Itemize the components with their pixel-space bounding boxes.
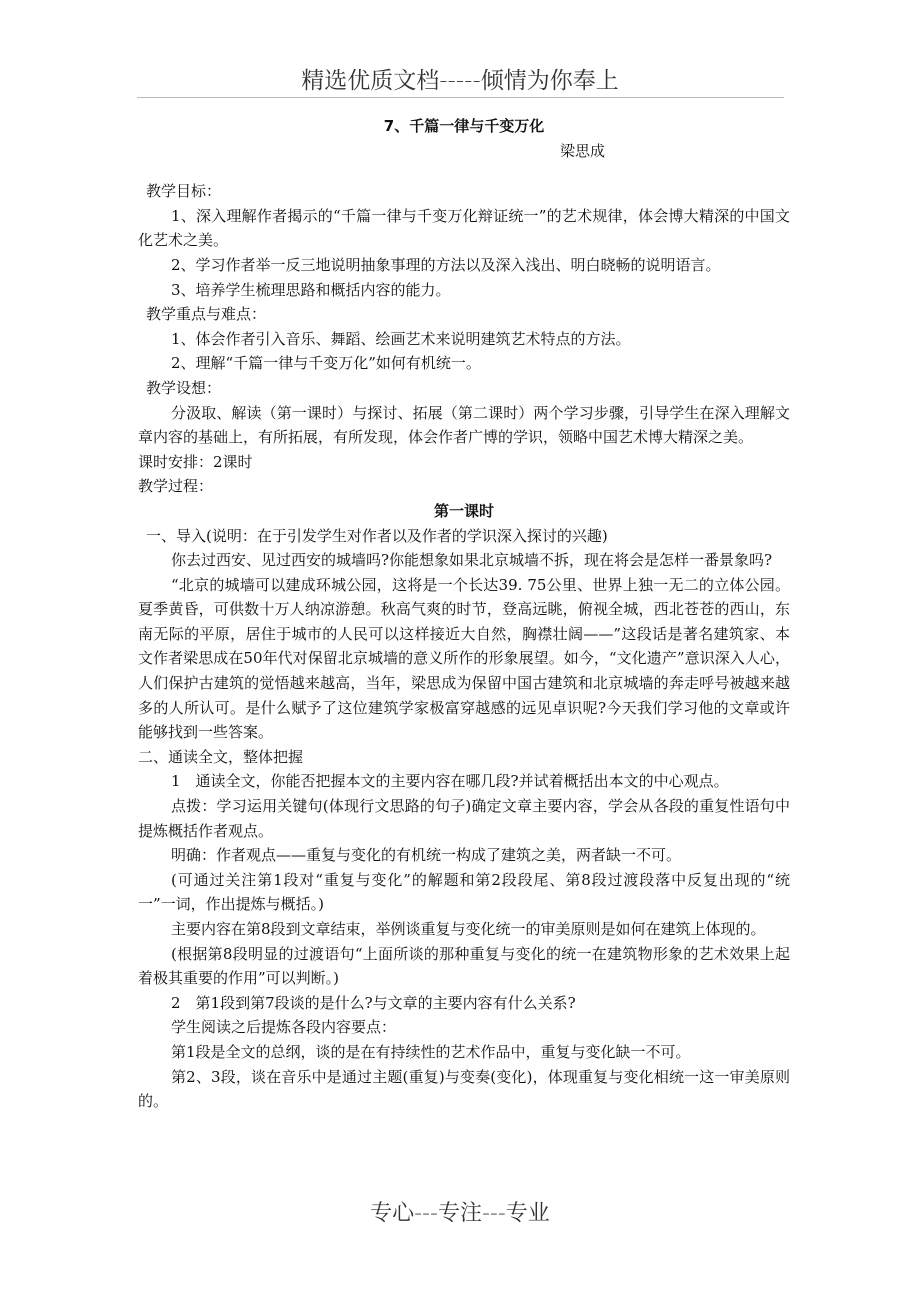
paragraph: (可通过关注第1段对“重复与变化”的解题和第2段段尾、第8段过渡段落中反复出现的“统一”一词，作出提炼与概括。): [138, 870, 790, 914]
section-heading: 一、导入(说明：在于引发学生对作者以及作者的学识深入探讨的兴趣): [146, 526, 608, 545]
paragraph: “北京的城墙可以建成环城公园，这将是一个长达39. 75公里、世界上独一无二的立体公园。夏季黄昏，可供数十万人纳凉游憩。秋高气爽的时节，登高远眺，俯视全城，西北苍苍的西山，东南无际的平原，居住于城市的人民可以这样接近大自然，胸襟壮阔——”这段话是著名建筑家、本文作者梁思成在50年代对保留北京城墙的意义所作的形象展望。如今，“文化遗产”意识深入人心，人们保护古建筑的觉悟越来越高，当年，梁思成为保留中国古建筑和北京城墙的奔走呼号被越来越多的人所认可。是什么赋予了这位建筑学家极富穿越感的远见卓识呢?今天我们学习他的文章或许能够找到一些答案。: [138, 575, 790, 742]
paragraph: 1、深入理解作者揭示的“千篇一律与千变万化辩证统一”的艺术规律，体会博大精深的中国文化艺术之美。: [138, 206, 790, 250]
header-divider: [137, 97, 784, 98]
paragraph: 1 通读全文，你能否把握本文的主要内容在哪几段?并试着概括出本文的中心观点。: [171, 772, 729, 791]
document-body: [138, 110, 790, 1114]
lesson-heading: 第一课时: [433, 501, 494, 520]
paragraph: 主要内容在第8段到文章结束，举例谈重复与变化统一的审美原则是如何在建筑上体现的。: [171, 920, 766, 938]
paragraph: 2、理解“千篇一律与千变万化”如何有机统一。: [171, 354, 481, 373]
page-header: 精选优质文档-----倾情为你奉上: [301, 68, 619, 94]
section-heading: 二、通读全文，整体把握: [138, 747, 304, 766]
paragraph: 3、培养学生梳理思路和概括内容的能力。: [171, 280, 451, 299]
section-heading: 教学过程：: [138, 477, 214, 496]
section-heading: 教学重点与难点：: [146, 305, 267, 324]
document-author: 梁思成: [560, 141, 606, 160]
section-heading: 课时安排：2课时: [138, 452, 253, 471]
paragraph: 第1段是全文的总纲，谈的是在有持续性的艺术作品中，重复与变化缺一不可。: [171, 1042, 691, 1061]
paragraph: 明确：作者观点——重复与变化的有机统一构成了建筑之美，两者缺一不可。: [171, 846, 682, 865]
paragraph: 1、体会作者引入音乐、舞蹈、绘画艺术来说明建筑艺术特点的方法。: [171, 329, 631, 348]
section-heading: 教学设想：: [146, 378, 222, 397]
paragraph: 第2、3段，谈在音乐中是通过主题(重复)与变奏(变化)，体现重复与变化相统一这一审美原则的。: [138, 1067, 790, 1111]
page-footer: 专心---专注---专业: [370, 1201, 550, 1226]
paragraph: 分汲取、解读（第一课时）与探讨、拓展（第二课时）两个学习步骤，引导学生在深入理解文章内容的基础上，有所拓展，有所发现，体会作者广博的学识，领略中国艺术博大精深之美。: [138, 403, 790, 447]
paragraph: 学生阅读之后提炼各段内容要点：: [171, 1018, 397, 1037]
paragraph: 2 第1段到第7段谈的是什么?与文章的主要内容有什么关系?: [171, 993, 576, 1012]
paragraph: (根据第8段明显的过渡语句“上面所谈的那种重复与变化的统一在建筑物形象的艺术效果上起着极其重要的作用”可以判断。): [138, 944, 790, 988]
spacer: [138, 163, 790, 179]
paragraph: 2、学习作者举一反三地说明抽象事理的方法以及深入浅出、明白晓畅的说明语言。: [171, 255, 721, 274]
document-title: 7、千篇一律与千变万化: [383, 117, 545, 135]
section-heading: 教学目标：: [146, 182, 222, 201]
paragraph: 你去过西安、见过西安的城墙吗?你能想象如果北京城墙不拆，现在将会是怎样一番景象吗?: [171, 551, 773, 570]
paragraph: 点拨：学习运用关键句(体现行文思路的句子)确定文章主要内容，学会从各段的重复性语句中提炼概括作者观点。: [138, 797, 790, 840]
